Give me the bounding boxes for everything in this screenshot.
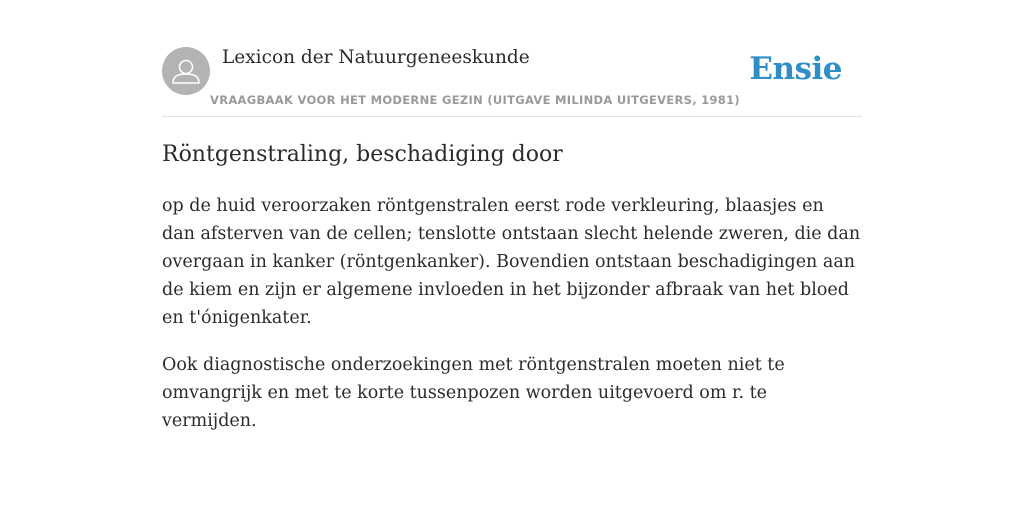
brand-logo[interactable]: Ensie [749,51,842,87]
entry-title: Röntgenstraling, beschadiging door [162,142,563,167]
user-silhouette-icon [162,47,210,95]
source-subtitle: VRAAGBAAK VOOR HET MODERNE GEZIN (UITGAVE MILINDA UITGEVERS, 1981) [210,93,740,107]
entry-paragraph: op de huid veroorzaken röntgenstralen eerst rode verkleuring, blaasjes en dan afsterven van de cellen; tenslotte ontstaan slecht helende zweren, die dan overgaan in kanker (röntgenkanker). Bovendien ontstaan beschadigingen aan de kiem en zijn er algemene invloeden in het bijzonder afbraak van het bloed en t'ónigenkater. [162,196,861,328]
source-title[interactable]: Lexicon der Natuurgeneeskunde [222,47,530,68]
entry-content [162,192,862,454]
source-header [162,46,862,117]
entry-paragraph: Ook diagnostische onderzoekingen met röntgenstralen moeten niet te omvangrijk en met te korte tussenpozen worden uitgevoerd om r. te vermijden. [162,355,785,431]
source-avatar[interactable] [162,47,210,95]
